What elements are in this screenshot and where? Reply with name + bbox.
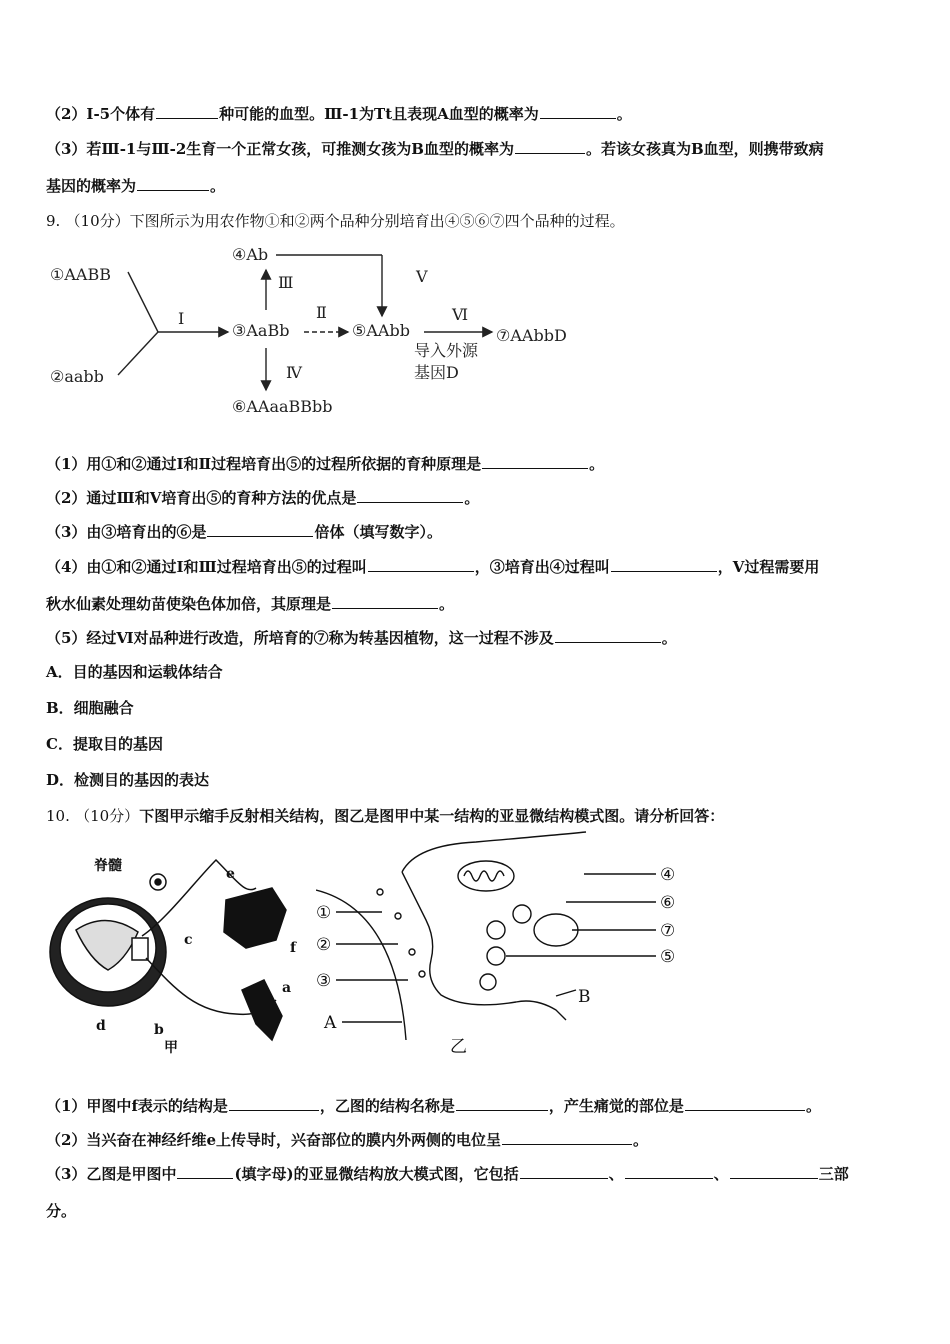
step-3: Ⅲ — [278, 273, 294, 292]
vesicle — [487, 947, 505, 965]
q10-part3-text-e: 三部 — [818, 1165, 849, 1183]
label-yi: 乙 — [450, 1037, 467, 1057]
punct: 、 — [713, 1165, 729, 1183]
q9-part4 — [46, 556, 819, 577]
answer-blank[interactable] — [229, 1096, 319, 1111]
q10-stem — [46, 805, 724, 826]
q9-part4-text-d: 秋水仙素处理幼苗使染色体加倍，其原理是 — [46, 595, 332, 613]
option-c[interactable]: C．提取目的基因 — [46, 735, 163, 753]
punct: 、 — [608, 1165, 624, 1183]
q9-part1-text: （1）用①和②通过Ⅰ和Ⅱ过程培育出⑤的过程所依据的育种原理是 — [46, 455, 482, 473]
arrow-line — [118, 332, 158, 375]
label-2: ② — [316, 935, 332, 955]
answer-blank[interactable] — [540, 104, 616, 119]
label-c: c — [184, 932, 193, 948]
option-b[interactable]: B．细胞融合 — [46, 699, 134, 717]
q10-part3-text-f: 分。 — [46, 1202, 77, 1220]
effector-a — [242, 980, 282, 1040]
label-A: A — [324, 1013, 337, 1033]
node-7: ⑦AAbbD — [496, 326, 567, 345]
answer-blank[interactable] — [332, 594, 438, 609]
question-number: 9. — [46, 212, 61, 230]
node-4: ④Ab — [232, 245, 269, 264]
punct: 。 — [589, 455, 605, 473]
step-4: Ⅳ — [286, 363, 302, 382]
label-a: a — [282, 980, 292, 996]
q9-part1 — [46, 453, 604, 474]
punct: 。 — [464, 489, 480, 507]
label-jia: 甲 — [164, 1040, 178, 1056]
q10-part2-text: （2）当兴奋在神经纤维e上传导时，兴奋部位的膜内外两侧的电位呈 — [46, 1131, 501, 1149]
label-5: ⑤ — [660, 947, 676, 967]
punct: 。 — [210, 177, 226, 195]
node-6: ⑥AAaaBBbb — [232, 397, 333, 416]
synapse-box — [132, 938, 148, 960]
q10-part3 — [46, 1163, 849, 1184]
answer-blank[interactable] — [482, 454, 588, 469]
q10-part1-text: （1）甲图中f表示的结构是 — [46, 1097, 228, 1115]
q9-part4-text-b: ，③培育出④过程叫 — [474, 558, 610, 576]
q10-part3-text: （3）乙图是甲图中 — [46, 1165, 177, 1183]
question-score: （10分） — [75, 807, 140, 825]
postsynaptic-outline-top — [402, 832, 586, 872]
punct: 。 — [632, 1131, 648, 1149]
step-1: Ⅰ — [178, 309, 185, 328]
q10-part1-text-b: ，乙图的结构名称是 — [319, 1097, 455, 1115]
question-stem: 下图甲示缩手反射相关结构，图乙是图甲中某一结构的亚显微结构模式图。请分析回答： — [139, 807, 725, 825]
q9-part3-text-b: 倍体（填写数字）。 — [314, 523, 442, 541]
answer-blank[interactable] — [207, 522, 313, 537]
label-b: b — [154, 1022, 164, 1038]
answer-blank[interactable] — [685, 1096, 805, 1111]
vesicle — [487, 921, 505, 939]
answer-blank[interactable] — [555, 628, 661, 643]
q8-part2 — [46, 103, 632, 124]
answer-blank[interactable] — [156, 104, 218, 119]
answer-blank[interactable] — [456, 1096, 548, 1111]
q8-part2-text-b: 种可能的血型。Ⅲ-1为Tt且表现A血型的概率为 — [219, 105, 539, 123]
ganglion-core — [155, 879, 161, 885]
node-3: ③AaBb — [232, 321, 290, 340]
transmitter — [409, 949, 415, 955]
vesicle — [480, 974, 496, 990]
question-number: 10. — [46, 807, 70, 825]
transmitter — [377, 889, 383, 895]
arrow-line — [128, 272, 158, 332]
vesicle — [513, 905, 531, 923]
q9-part3-text: （3）由③培育出的⑥是 — [46, 523, 207, 541]
answer-blank[interactable] — [625, 1164, 713, 1179]
q8-part3-cont — [46, 175, 225, 196]
q8-part3-text-a: （3）若Ⅲ-1与Ⅲ-2生育一个正常女孩，可推测女孩为B血型的概率为 — [46, 140, 514, 158]
pointer-B — [556, 990, 576, 996]
q9-stem — [46, 210, 625, 231]
mitochondrion — [458, 861, 514, 891]
q9-part5 — [46, 627, 677, 648]
q10-part1-text-c: ，产生痛觉的部位是 — [548, 1097, 684, 1115]
note-line2: 基因D — [414, 363, 459, 382]
q8-part3 — [46, 138, 824, 159]
q9-part2-text: （2）通过Ⅲ和Ⅴ培育出⑤的育种方法的优点是 — [46, 489, 357, 507]
option-a[interactable]: A．目的基因和运载体结合 — [46, 663, 223, 681]
q10-part3-cont — [46, 1200, 76, 1221]
q9-part4-text: （4）由①和②通过Ⅰ和Ⅲ过程培育出⑤的过程叫 — [46, 558, 367, 576]
question-stem: 下图所示为用农作物①和②两个品种分别培育出④⑤⑥⑦四个品种的过程。 — [129, 212, 625, 230]
answer-blank[interactable] — [177, 1164, 233, 1179]
answer-blank[interactable] — [611, 557, 717, 572]
label-6: ⑥ — [660, 893, 676, 913]
label-d: d — [96, 1018, 106, 1034]
reflex-arc-diagram — [46, 840, 316, 1060]
question-score: （10分） — [65, 212, 130, 230]
label-7: ⑦ — [660, 921, 676, 941]
q8-part3-text-b: 。若该女孩真为B血型，则携带致病 — [585, 140, 824, 158]
q10-part1 — [46, 1095, 821, 1116]
answer-blank[interactable] — [357, 488, 463, 503]
step-6: Ⅵ — [452, 305, 469, 324]
q9-part4-text-c: ，Ⅴ过程需要用 — [717, 558, 820, 576]
receptor-f — [224, 888, 286, 948]
q10-part2 — [46, 1129, 648, 1150]
q9-part2 — [46, 487, 479, 508]
option-d[interactable]: D．检测目的基因的表达 — [46, 771, 210, 789]
q9-part4-cont — [46, 593, 454, 614]
punct: 。 — [439, 595, 455, 613]
punct: 。 — [805, 1097, 821, 1115]
step-5: Ⅴ — [416, 267, 428, 286]
label-e: e — [226, 866, 235, 882]
note-line1: 导入外源 — [414, 341, 479, 360]
label-spinal-cord: 脊髓 — [94, 858, 122, 874]
answer-blank[interactable] — [515, 139, 585, 154]
answer-blank[interactable] — [520, 1164, 608, 1179]
q8-part3-text-c: 基因的概率为 — [46, 177, 137, 195]
label-3: ③ — [316, 971, 332, 991]
answer-blank[interactable] — [137, 176, 209, 191]
q9-part5-text: （5）经过Ⅵ对品种进行改造，所培育的⑦称为转基因植物，这一过程不涉及 — [46, 629, 554, 647]
node-5: ⑤AAbb — [352, 321, 410, 340]
node-1: ①AABB — [50, 265, 111, 284]
label-B: B — [578, 987, 591, 1007]
label-1: ① — [316, 903, 332, 923]
label-f: f — [290, 940, 297, 956]
answer-blank[interactable] — [730, 1164, 818, 1179]
mitochondrion-cristae — [464, 871, 504, 881]
node-2: ②aabb — [50, 367, 104, 386]
breeding-diagram — [46, 240, 606, 420]
step-2: Ⅱ — [316, 303, 327, 322]
transmitter — [395, 913, 401, 919]
q10-part3-text-b: (填字母)的亚显微结构放大模式图，它包括 — [234, 1165, 519, 1183]
synapse-diagram — [316, 830, 706, 1060]
mitochondrion-2 — [534, 914, 578, 946]
punct: 。 — [616, 105, 632, 123]
q8-part2-text-a: （2）Ⅰ-5个体有 — [46, 105, 156, 123]
punct: 。 — [661, 629, 677, 647]
q9-part3 — [46, 521, 442, 542]
label-4: ④ — [660, 865, 676, 885]
transmitter — [419, 971, 425, 977]
answer-blank[interactable] — [502, 1130, 632, 1145]
answer-blank[interactable] — [368, 557, 474, 572]
postsynaptic-membrane — [402, 872, 566, 1020]
